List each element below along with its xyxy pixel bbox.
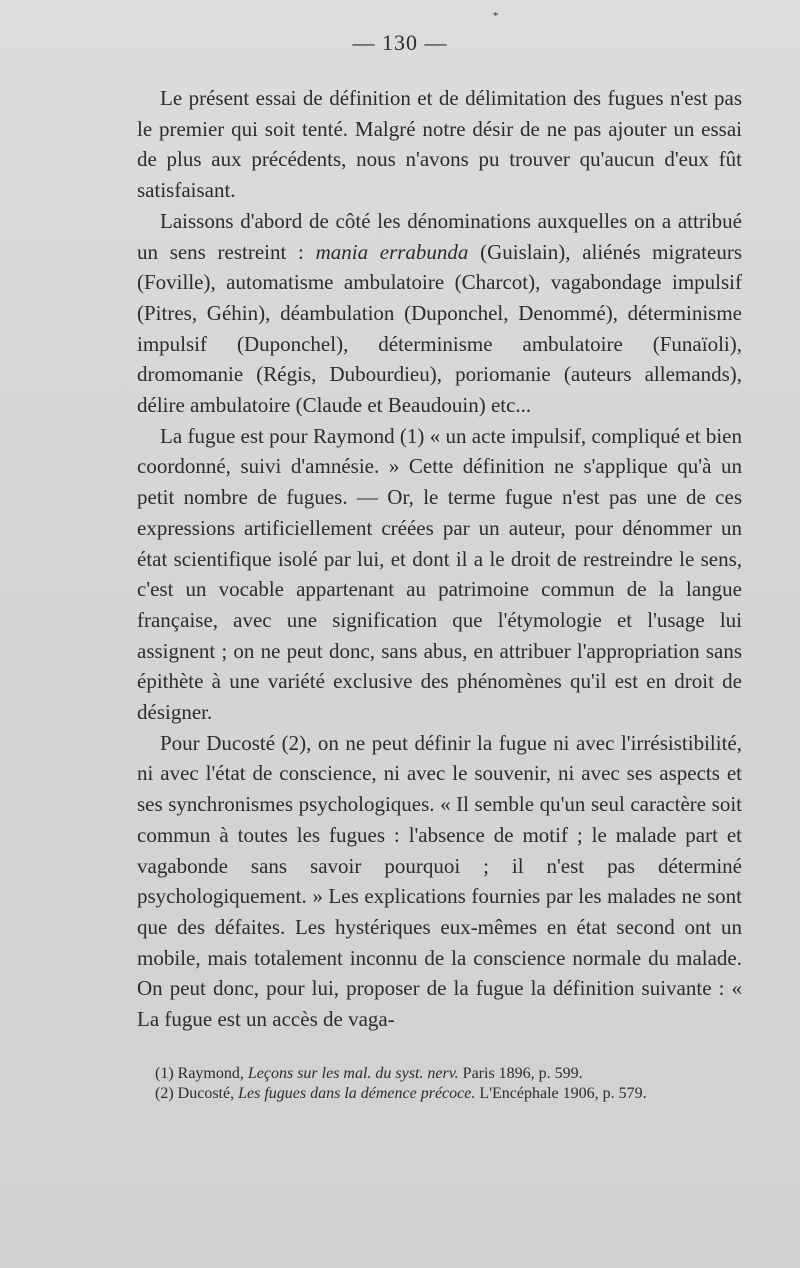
footnote-1-author: (1) Raymond, [155,1065,248,1082]
footnote-2-ref: L'Encéphale 1906, p. 579. [475,1085,647,1102]
paragraph-4: Pour Ducosté (2), on ne peut définir la fugue ni avec l'irrésistibilité, ni avec l'état de conscience, ni avec le souvenir, ni avec ses aspects et ses synchronismes psychologiques. « Il semble qu'un seul caractère soit commun à toutes les fugues : l'absence de motif ; le malade part et vagabonde sans savoir pourquoi ; il n'est pas déterminé psychologiquement. » Les explications fournies par les malades ne sont que des défaites. Les hystériques eux-mêmes en état second ont un mobile, mais totalement inconnu de la conscience normale du malade. On peut donc, pour lui, proposer de la fugue la définition suivante : « La fugue est un accès de vaga- [137,730,742,1032]
footnote-1 [137,1064,742,1084]
paragraph-2-text-start: Laissons d'abord de côté les dénominations auxquelles on a attribué un sens restreint : [137,208,742,264]
footnote-2-author: (2) Ducosté, [155,1085,239,1102]
footnote-2-title: Les fugues dans la démence précoce. [238,1085,476,1102]
footnotes [137,1064,742,1104]
footnote-1-title: Leçons sur les mal. du syst. nerv. [247,1065,459,1082]
paragraph-2-text-end: (Guislain), aliénés migrateurs (Foville), automatisme ambulatoire (Charcot), vagabondage impulsif (Pitres, Géhin), déambulation (Duponchel, Denommé), déterminisme impulsif (Duponchel), déterminisme ambulatoire (Funaïoli), dromomanie (Régis, Dubourdieu), poriomanie (auteurs allemands), délire ambulatoire (Claude et Beaudouin) etc... [137,239,742,418]
paragraph-1: Le présent essai de définition et de délimitation des fugues n'est pas le premier qui soit tenté. Malgré notre désir de ne pas ajouter un essai de plus aux précédents, nous n'avons pu trouver qu'aucun d'eux fût satisfaisant. [137,86,742,203]
ink-mark: * [493,10,499,22]
paragraph-3: La fugue est pour Raymond (1) « un acte impulsif, compliqué et bien coordonné, suivi d'amnésie. » Cette définition ne s'applique qu'à un petit nombre de fugues. — Or, le terme fugue n'est pas une de ces expressions artificiellement créées par un auteur, pour dénommer un état scientifique isolé par lui, et dont il a le droit de restreindre le sens, c'est un vocable appartenant au patrimoine commun de la langue française, avec une signification que l'étymologie et l'usage lui assignent ; on ne peut donc, sans abus, en attribuer l'appropriation sans épithète à une variété exclusive des phénomènes qu'il est en droit de désigner. [137,423,742,725]
paragraph-2 [137,206,742,421]
paragraph-2-italic-term: mania errabunda [315,239,469,264]
footnote-1-ref: Paris 1896, p. 599. [458,1065,583,1082]
footnote-2 [137,1084,742,1104]
main-text [137,83,742,1035]
page-number: — 130 — [352,30,448,55]
